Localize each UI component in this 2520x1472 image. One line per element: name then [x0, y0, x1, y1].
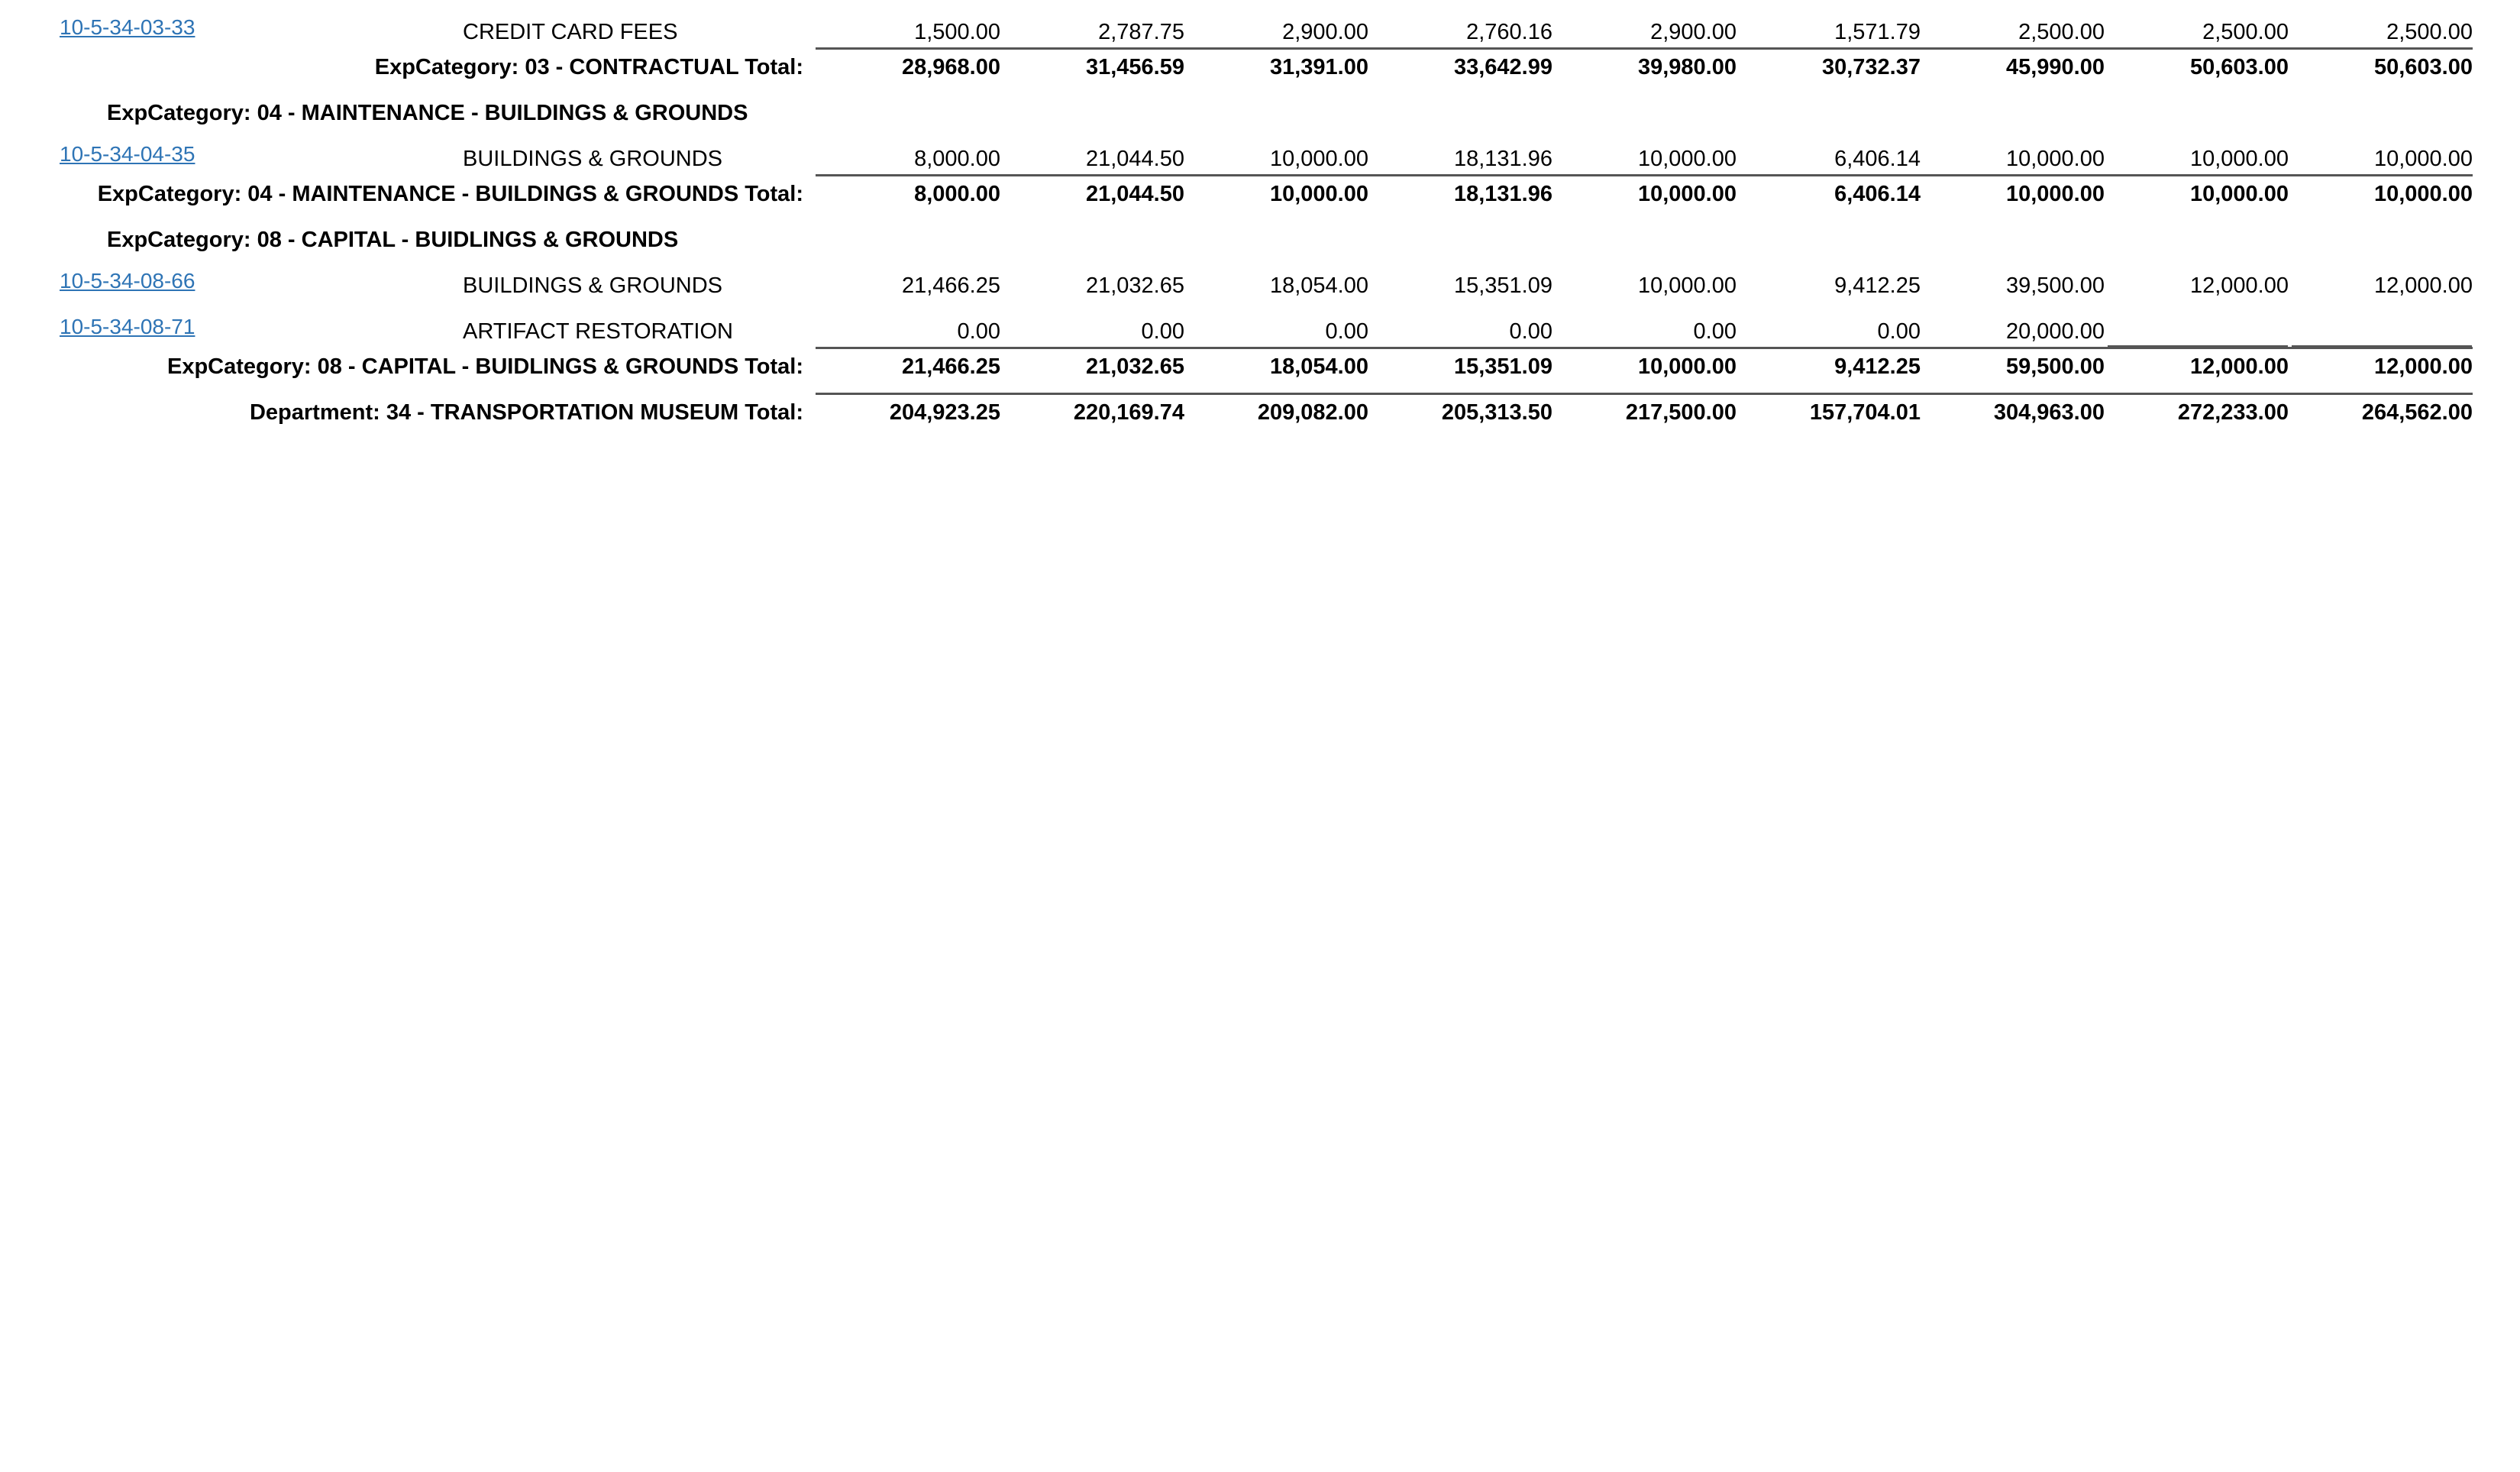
account-link[interactable]: 10-5-34-08-71 — [60, 315, 195, 338]
total-cell: 30,732.37 — [1821, 55, 1921, 79]
total-cell: 12,000.00 — [2189, 354, 2289, 379]
total-cell: 18,054.00 — [1269, 354, 1368, 379]
total-cell: 6,406.14 — [1834, 182, 1921, 206]
amount-cell: 10,000.00 — [1269, 147, 1368, 171]
total-cell: 12,000.00 — [2373, 354, 2473, 379]
category-total-contractual — [0, 50, 2520, 89]
amount-cell: 1,571.79 — [1834, 20, 1921, 44]
amount-cell: 0.00 — [1693, 319, 1737, 344]
amount-cell: 2,500.00 — [2386, 20, 2473, 44]
total-cell: 59,500.00 — [2005, 354, 2105, 379]
amount-cell: 18,131.96 — [1453, 147, 1552, 171]
total-cell: 209,082.00 — [1257, 400, 1368, 425]
category-heading-capital — [0, 223, 2520, 261]
amount-cell: 0.00 — [1877, 319, 1921, 344]
category-heading: ExpCategory: 08 - CAPITAL - BUIDLINGS & GROUNDS — [107, 228, 679, 252]
total-cell: 21,044.50 — [1085, 182, 1184, 206]
total-cell: 28,968.00 — [901, 55, 1000, 79]
amount-cell: 2,787.75 — [1098, 20, 1184, 44]
subtotal-rule — [816, 47, 2473, 50]
amount-cell: 39,500.00 — [2005, 273, 2105, 298]
total-cell: 8,000.00 — [914, 182, 1000, 206]
amount-cell: 2,900.00 — [1282, 20, 1368, 44]
amount-cell: 6,406.14 — [1834, 147, 1921, 171]
amount-cell: 8,000.00 — [914, 147, 1000, 171]
amount-cell: 0.00 — [1141, 319, 1184, 344]
amount-cell: 15,351.09 — [1453, 273, 1552, 298]
amount-cell: 2,500.00 — [2202, 20, 2289, 44]
total-cell: 10,000.00 — [1269, 182, 1368, 206]
category-total-label: ExpCategory: 03 - CONTRACTUAL Total: — [374, 55, 803, 79]
total-cell: 10,000.00 — [2189, 182, 2289, 206]
total-cell: 33,642.99 — [1453, 55, 1552, 79]
department-total-label: Department: 34 - TRANSPORTATION MUSEUM Total: — [249, 400, 803, 425]
total-cell: 45,990.00 — [2005, 55, 2105, 79]
amount-cell: 21,044.50 — [1085, 147, 1184, 171]
total-cell: 10,000.00 — [1637, 354, 1737, 379]
line-item-description: CREDIT CARD FEES — [463, 20, 678, 44]
total-cell: 21,466.25 — [901, 354, 1000, 379]
total-cell: 31,391.00 — [1269, 55, 1368, 79]
total-cell: 10,000.00 — [2005, 182, 2105, 206]
category-total-label: ExpCategory: 04 - MAINTENANCE - BUILDINGS & GROUNDS Total: — [97, 182, 803, 206]
amount-cell: 2,900.00 — [1650, 20, 1737, 44]
category-total-maintenance — [0, 177, 2520, 215]
subtotal-rule — [816, 347, 2473, 349]
amount-cell: 12,000.00 — [2373, 273, 2473, 298]
total-cell: 272,233.00 — [2177, 400, 2289, 425]
total-cell: 50,603.00 — [2373, 55, 2473, 79]
amount-cell: 10,000.00 — [1637, 273, 1737, 298]
line-item-description: ARTIFACT RESTORATION — [463, 319, 733, 344]
line-item-capital-buildings-grounds — [0, 269, 2520, 307]
account-link[interactable]: 10-5-34-08-66 — [60, 269, 195, 293]
total-cell: 15,351.09 — [1453, 354, 1552, 379]
category-total-label: ExpCategory: 08 - CAPITAL - BUIDLINGS & GROUNDS Total: — [167, 354, 803, 379]
amount-cell: 10,000.00 — [1637, 147, 1737, 171]
total-cell: 18,131.96 — [1453, 182, 1552, 206]
amount-cell: 0.00 — [1509, 319, 1552, 344]
line-item-description: BUILDINGS & GROUNDS — [463, 147, 722, 171]
total-cell: 31,456.59 — [1085, 55, 1184, 79]
amount-cell: 2,500.00 — [2018, 20, 2105, 44]
category-heading-maintenance — [0, 96, 2520, 134]
total-cell: 157,704.01 — [1809, 400, 1921, 425]
account-link[interactable]: 10-5-34-03-33 — [60, 15, 195, 39]
total-cell: 9,412.25 — [1834, 354, 1921, 379]
amount-cell: 10,000.00 — [2005, 147, 2105, 171]
amount-cell: 2,760.16 — [1466, 20, 1552, 44]
department-total — [0, 396, 2520, 434]
total-cell: 10,000.00 — [2373, 182, 2473, 206]
category-total-capital — [0, 350, 2520, 388]
amount-cell: 9,412.25 — [1834, 273, 1921, 298]
total-cell: 220,169.74 — [1073, 400, 1184, 425]
account-link[interactable]: 10-5-34-04-35 — [60, 142, 195, 166]
amount-cell: 21,466.25 — [901, 273, 1000, 298]
total-cell: 21,032.65 — [1085, 354, 1184, 379]
total-cell: 39,980.00 — [1637, 55, 1737, 79]
total-cell: 204,923.25 — [889, 400, 1000, 425]
amount-cell: 0.00 — [957, 319, 1000, 344]
amount-cell: 12,000.00 — [2189, 273, 2289, 298]
subtotal-rule — [816, 174, 2473, 176]
amount-cell: 20,000.00 — [2005, 319, 2105, 344]
total-cell: 264,562.00 — [2361, 400, 2473, 425]
total-cell: 10,000.00 — [1637, 182, 1737, 206]
category-heading: ExpCategory: 04 - MAINTENANCE - BUILDINGS & GROUNDS — [107, 101, 748, 125]
amount-cell: 21,032.65 — [1085, 273, 1184, 298]
amount-cell: 0.00 — [1325, 319, 1368, 344]
line-item-description: BUILDINGS & GROUNDS — [463, 273, 722, 298]
amount-cell: 1,500.00 — [914, 20, 1000, 44]
department-total-rule — [816, 393, 2473, 395]
total-cell: 50,603.00 — [2189, 55, 2289, 79]
amount-cell: 10,000.00 — [2189, 147, 2289, 171]
total-cell: 304,963.00 — [1993, 400, 2105, 425]
amount-cell: 18,054.00 — [1269, 273, 1368, 298]
amount-cell: 10,000.00 — [2373, 147, 2473, 171]
total-cell: 205,313.50 — [1441, 400, 1552, 425]
total-cell: 217,500.00 — [1625, 400, 1737, 425]
